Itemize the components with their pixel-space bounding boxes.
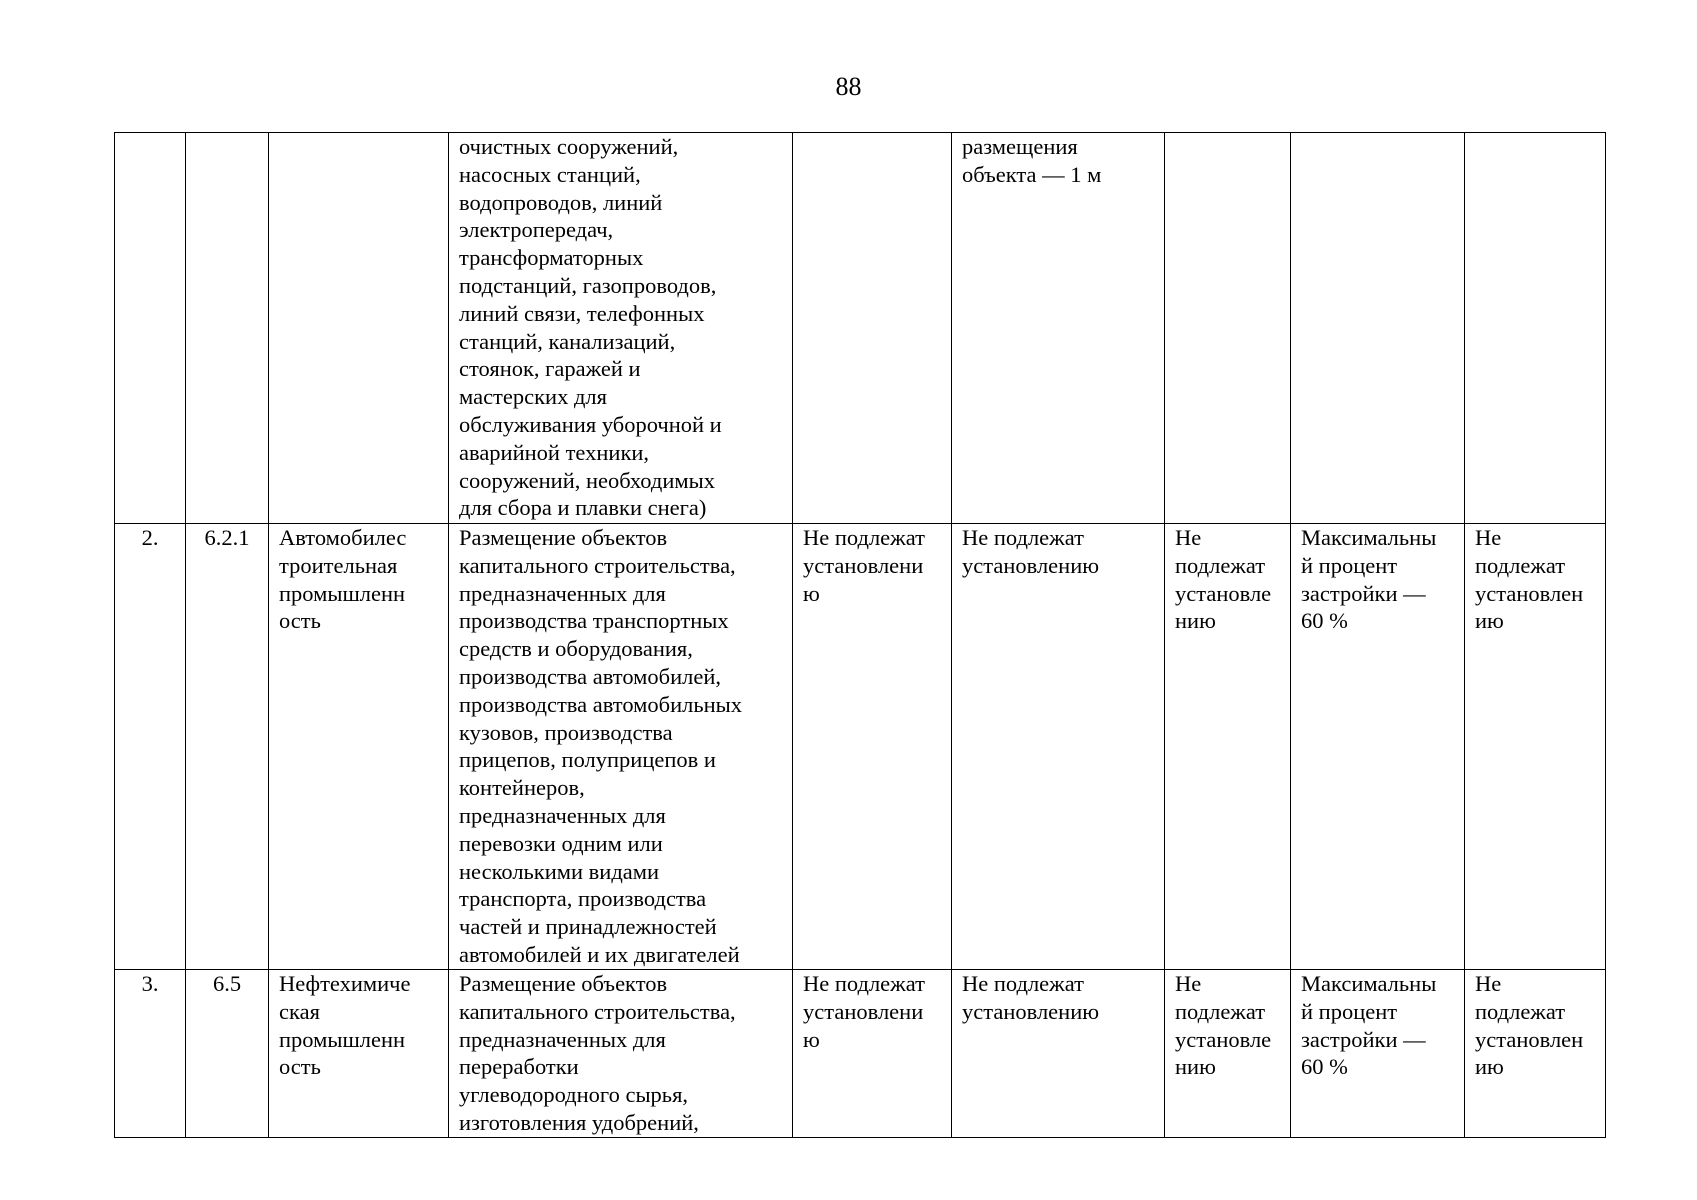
cell-name: Автомобилес троительная промышленн ость — [269, 524, 449, 970]
cell-description: Размещение объектов капитального строительства, предназначенных для переработки углеводородного сырья, изготовления удобрений, — [449, 970, 793, 1138]
cell-col7: Не подлежат установле нию — [1165, 970, 1291, 1138]
cell-description: Размещение объектов капитального строительства, предназначенных для производства транспортных средств и оборудования, производства автомобилей, производства автомобильных кузовов, производства прицепов, полуприцепов и контейнеров, предназначенных для перевозки одним или несколькими видами транспорта, производства частей и принадлежностей автомобилей и их двигателей — [449, 524, 793, 970]
cell-col5: Не подлежат установлени ю — [793, 524, 952, 970]
cell-col5 — [793, 133, 952, 524]
cell-col6: Не подлежат установлению — [952, 970, 1165, 1138]
cell-number — [115, 133, 186, 524]
cell-col8: Максимальны й процент застройки — 60 % — [1291, 524, 1465, 970]
table-row — [115, 133, 1606, 524]
cell-code: 6.5 — [186, 970, 269, 1138]
cell-description: очистных сооружений, насосных станций, водопроводов, линий электропередач, трансформаторных подстанций, газопроводов, линий связи, телефонных станций, канализаций, стоянок, гаражей и мастерских для обслуживания уборочной и аварийной техники, сооружений, необходимых для сбора и плавки снега) — [449, 133, 793, 524]
zoning-table — [114, 132, 1606, 1138]
table-row — [115, 970, 1606, 1138]
cell-name — [269, 133, 449, 524]
table-row — [115, 524, 1606, 970]
cell-col5: Не подлежат установлени ю — [793, 970, 952, 1138]
cell-col7: Не подлежат установле нию — [1165, 524, 1291, 970]
cell-code: 6.2.1 — [186, 524, 269, 970]
cell-col9: Не подлежат установлен ию — [1465, 970, 1606, 1138]
page-number: 88 — [835, 72, 862, 101]
cell-name: Нефтехимиче ская промышленн ость — [269, 970, 449, 1138]
cell-col9 — [1465, 133, 1606, 524]
cell-code — [186, 133, 269, 524]
cell-col8: Максимальны й процент застройки — 60 % — [1291, 970, 1465, 1138]
cell-number: 2. — [115, 524, 186, 970]
cell-col6: размещения объекта — 1 м — [952, 133, 1165, 524]
cell-number: 3. — [115, 970, 186, 1138]
cell-col8 — [1291, 133, 1465, 524]
cell-col6: Не подлежат установлению — [952, 524, 1165, 970]
cell-col9: Не подлежат установлен ию — [1465, 524, 1606, 970]
cell-col7 — [1165, 133, 1291, 524]
